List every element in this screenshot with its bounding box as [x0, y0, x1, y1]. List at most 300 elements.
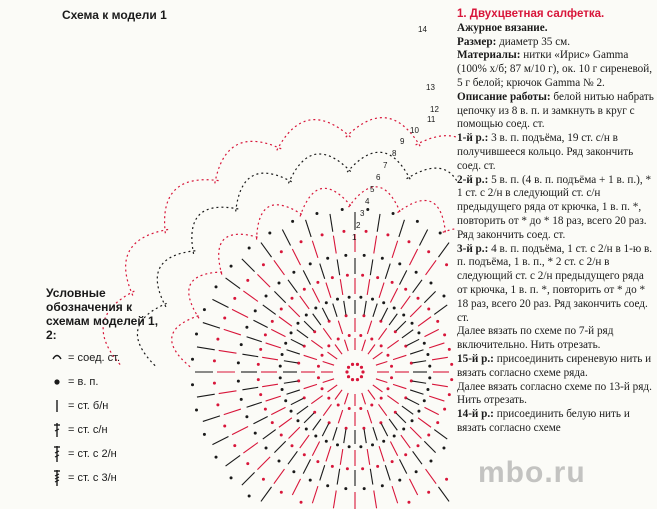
scallop-arc — [349, 187, 401, 214]
stitch-post — [257, 457, 270, 470]
chain-stitch — [443, 408, 446, 411]
size-paragraph — [457, 36, 655, 50]
row15-value: присоединить сиреневую нить и вязать согласно схеме ряда. — [457, 352, 652, 379]
stitch-post — [243, 291, 258, 302]
scallop-arc — [288, 154, 351, 183]
chain-stitch — [404, 288, 407, 291]
legend-label: = ст. с/н — [68, 424, 108, 436]
stitch-post — [335, 390, 342, 400]
stitch-post — [387, 340, 398, 348]
stitch-post — [288, 451, 297, 464]
stitch-post — [368, 390, 375, 400]
stitch-post — [312, 441, 319, 455]
stitch-post — [401, 296, 410, 309]
stitch-post — [288, 280, 297, 293]
legend-label: = соед. ст. — [68, 352, 121, 364]
stitch-post — [243, 443, 258, 454]
chain-stitch — [361, 274, 364, 277]
stitch-post — [274, 291, 285, 302]
chain-stitch — [191, 383, 194, 386]
chain-stitch — [317, 376, 320, 379]
chain-stitch — [300, 501, 303, 504]
stitch-post — [197, 347, 215, 350]
chain-stitch — [240, 398, 243, 401]
stitch-post — [312, 241, 318, 258]
stitch-post — [291, 398, 303, 404]
stitch-post — [390, 288, 397, 302]
chain-stitch — [246, 279, 249, 282]
chain-stitch — [331, 465, 334, 468]
stitch-post — [337, 469, 340, 485]
chain-stitch — [346, 467, 349, 470]
chain-stitch — [361, 467, 364, 470]
chain-stitch — [359, 407, 362, 410]
chain-stitch — [203, 433, 206, 436]
row3-value: 4 в. п. подъёма, 1 ст. с 2/н в 1-ю в. п. подъёма, 1 в. п., * 2 ст. с 2/н в следующий ст. с 2/н предыдущего ряда от крючка, 1 в. п. *, повторить от * до * 18 раз, всего 20 раз. Ряд закончить соед. ст. — [457, 242, 653, 324]
stitch-post — [284, 361, 298, 363]
stitch-post — [393, 384, 406, 388]
row-label: 7 — [383, 161, 388, 170]
chain-stitch — [417, 410, 420, 413]
stitch-post — [335, 344, 342, 354]
stitch-post — [401, 435, 410, 448]
chain-stitch — [371, 443, 374, 446]
stitch-post — [424, 407, 438, 414]
row2-value: 5 в. п. (4 в. п. подъёма + 1 в. п.), * 1 ст. с 2/н в следующий ст. с/н предыдущего ряда от крючка, 1 в. п. *, повторить от * до * 18 раз, всего 20 раз. Ряд закончить соед. ст. — [457, 173, 652, 241]
chain-stitch — [344, 487, 347, 490]
chain-stitch — [365, 230, 368, 233]
stitch-post — [287, 390, 300, 394]
stitch-post — [326, 283, 331, 298]
stitch-post — [410, 350, 423, 354]
stitch-post — [368, 344, 375, 354]
stitch-post — [262, 357, 278, 360]
chain-stitch — [381, 484, 384, 487]
chain-stitch — [213, 382, 216, 385]
chain-stitch — [325, 301, 328, 304]
chain-stitch — [281, 353, 284, 356]
chain-stitch — [265, 446, 268, 449]
stitch-post — [203, 323, 220, 329]
row3-paragraph — [457, 243, 655, 326]
chain-stitch — [336, 298, 339, 301]
chain-stitch — [327, 397, 330, 400]
stitch-post — [242, 387, 258, 390]
stitch-post — [287, 350, 300, 354]
chain-stitch — [291, 444, 294, 447]
stitch-post — [292, 249, 300, 265]
chain-stitch — [280, 433, 283, 436]
stitch-post — [284, 381, 298, 383]
chain-stitch — [233, 297, 236, 300]
stitch-post — [412, 361, 426, 363]
chain-stitch — [370, 338, 373, 341]
stitch-post — [323, 328, 331, 339]
stitch-post — [426, 469, 437, 484]
stitch-post — [362, 393, 366, 404]
chain-stitch — [390, 365, 393, 368]
stitch-post — [327, 385, 337, 392]
chain-stitch — [402, 313, 405, 316]
chain-stitch — [391, 281, 394, 284]
chain-stitch — [279, 376, 282, 379]
chain-stitch — [290, 331, 293, 334]
materials-value: нитки «Ирис» Gamma (100% х/б; 87 м/10 г), ок. 10 г сиреневой, 5 г белой; крючок Gamma № 2. — [457, 49, 653, 89]
chain-stitch — [407, 501, 410, 504]
stitch-post — [376, 361, 387, 365]
stitch-post — [370, 469, 373, 485]
legend-label: = ст. б/н — [68, 400, 109, 412]
chain-stitch — [393, 307, 396, 310]
stitch-post — [364, 301, 366, 315]
chain-stitch — [262, 478, 265, 481]
stitch-post — [289, 306, 300, 317]
chain-stitch — [411, 419, 414, 422]
chain-stitch — [303, 453, 306, 456]
chain-stitch — [305, 428, 308, 431]
chain-stitch — [265, 295, 268, 298]
treble-crochet-icon — [46, 444, 68, 464]
continue-paragraph: Далее вязать по схеме по 7-й ряд включительно. Нить отрезать. — [457, 325, 614, 352]
row-label: 6 — [376, 173, 381, 182]
chain-stitch — [262, 263, 265, 266]
chain-stitch — [382, 301, 385, 304]
materials-label: Материалы: — [457, 49, 521, 62]
chain-stitch — [450, 378, 453, 381]
chain-stitch — [248, 247, 251, 250]
scallop-arc — [219, 234, 260, 274]
stitch-post — [338, 321, 342, 334]
stitch-post — [390, 441, 397, 455]
chain-stitch — [416, 220, 419, 223]
chain-stitch — [203, 308, 206, 311]
chain-stitch — [315, 212, 318, 215]
chain-stitch — [216, 338, 219, 341]
chain-stitch — [380, 344, 383, 347]
chain-stitch — [376, 276, 379, 279]
chain-stitch — [427, 433, 430, 436]
stitch-post — [279, 418, 292, 427]
scallop-arc — [407, 168, 457, 205]
stitch-post — [224, 409, 241, 415]
row-label: 13 — [426, 83, 435, 92]
row-labels — [352, 25, 439, 242]
stitch-post — [367, 449, 370, 465]
chain-stitch — [245, 415, 248, 418]
chain-stitch — [360, 366, 363, 369]
stitch-post — [367, 279, 370, 295]
legend-label: = в. п. — [68, 376, 99, 388]
scallop-arc — [346, 118, 420, 147]
chain-stitch — [296, 419, 299, 422]
pattern-instructions — [457, 8, 655, 436]
stitch-post — [232, 426, 248, 434]
stitch-post — [392, 486, 398, 503]
stitch-post — [373, 427, 377, 440]
chain-stitch — [404, 453, 407, 456]
scallop-arc — [443, 228, 457, 267]
stitch-post — [373, 385, 383, 392]
chain-stitch — [427, 308, 430, 311]
chain-stitch — [416, 444, 419, 447]
chain-stitch — [428, 376, 431, 379]
chain-stitch — [191, 358, 194, 361]
stitch-post — [274, 469, 285, 484]
chain-stitch — [284, 342, 287, 345]
row-label: 9 — [400, 137, 405, 146]
row-label: 3 — [360, 209, 365, 218]
continue2-paragraph: Далее вязать согласно схеме по 13-й ряд. Нить отрезать. — [457, 380, 652, 407]
stitch-post — [300, 296, 309, 309]
chain-stitch — [337, 403, 340, 406]
chain-stitch — [237, 361, 240, 364]
stitch-post — [424, 441, 435, 452]
stitch-post — [344, 429, 346, 443]
stitch-post — [304, 384, 317, 388]
stitch-post — [367, 410, 371, 423]
stitch-post — [333, 427, 337, 440]
chain-stitch — [436, 421, 439, 424]
chain-stitch — [215, 456, 218, 459]
stitch-post — [333, 304, 337, 317]
chain-stitch — [284, 399, 287, 402]
scallop-arc — [189, 272, 224, 318]
stitch-post — [330, 214, 333, 232]
chain-stitch — [325, 440, 328, 443]
stitch-post — [266, 396, 281, 401]
stitch-post — [410, 390, 423, 394]
scallop-arc — [416, 136, 457, 176]
chain-stitch — [391, 460, 394, 463]
chain-stitch — [314, 307, 317, 310]
chain-stitch — [291, 220, 294, 223]
stitch-post — [418, 317, 431, 326]
chain-stitch — [300, 240, 303, 243]
stitch-post — [312, 486, 318, 503]
chain-stitch — [348, 407, 351, 410]
stitch-post — [289, 427, 300, 438]
scallop-arc — [257, 205, 304, 240]
stitch-post — [312, 288, 319, 302]
stitch-post — [242, 354, 258, 357]
scallop-arc — [192, 207, 239, 254]
stitch-post — [413, 280, 422, 293]
chain-stitch — [417, 331, 420, 334]
stitch-post — [385, 465, 390, 480]
stitch-post — [438, 487, 449, 502]
chain-stitch — [363, 487, 366, 490]
chain-stitch — [429, 459, 432, 462]
stitch-post — [418, 418, 431, 427]
stitch-spokes — [195, 212, 449, 509]
stitch-post — [304, 355, 317, 359]
center-motif — [345, 363, 364, 381]
stitch-post — [247, 402, 262, 407]
chain-stitch — [445, 478, 448, 481]
double-treble-icon — [46, 468, 68, 488]
chain-stitch — [248, 494, 251, 497]
chain-stitch — [426, 388, 429, 391]
stitch-post — [226, 455, 241, 466]
chain-stitch — [237, 380, 240, 383]
stitch-post — [434, 305, 447, 314]
chain-stitch — [321, 387, 324, 390]
chain-stitch — [254, 432, 257, 435]
legend-item-treble-crochet — [46, 444, 164, 464]
stitch-post — [393, 355, 406, 359]
chain-stitch — [380, 397, 383, 400]
stitch-post — [389, 419, 397, 430]
chain-stitch — [371, 298, 374, 301]
chain-stitch — [336, 443, 339, 446]
stitch-post — [424, 329, 438, 336]
stitch-post — [344, 301, 346, 315]
chain-stitch — [415, 271, 418, 274]
chain-stitch — [426, 353, 429, 356]
chain-stitch — [348, 296, 351, 299]
chain-stitch — [429, 282, 432, 285]
pattern-title: 1. Двухцветная салфетка. — [457, 8, 605, 20]
row3-label: 3-й р.: — [457, 242, 489, 255]
stitch-post — [304, 413, 314, 423]
stitch-post — [374, 491, 377, 509]
double-crochet-icon — [46, 420, 68, 440]
size-label: Размер: — [457, 35, 497, 48]
diagram-title: Схема к модели 1 — [62, 8, 167, 22]
chain-stitch — [281, 388, 284, 391]
chain-stitch — [363, 254, 366, 257]
stitch-post — [303, 459, 310, 473]
chain-stitch — [279, 365, 282, 368]
row1-value: 3 в. п. подъёма, 19 ст. с/н в получившееся кольцо. Ряд закончить соед. ст. — [457, 132, 634, 172]
chain-stitch — [415, 470, 418, 473]
stitch-post — [399, 270, 406, 284]
stitch-post — [385, 264, 390, 279]
stitch-post — [392, 241, 398, 258]
stitch-post — [297, 330, 308, 338]
chain-stitch — [254, 309, 257, 312]
stitch-post — [402, 406, 413, 414]
chain-stitch — [450, 363, 453, 366]
legend-title: Условные обозначения к схемам моделей 1, 2: — [46, 286, 159, 342]
stitch-post — [224, 329, 241, 335]
chain-stitch — [359, 445, 362, 448]
chain-stitch — [264, 333, 267, 336]
stitch-post — [261, 487, 272, 502]
stitch-post — [424, 291, 435, 302]
stitch-post — [381, 424, 387, 436]
stitch-post — [364, 429, 366, 443]
stitch-post — [338, 410, 342, 423]
chain-stitch — [341, 208, 344, 211]
chain-stitch — [264, 408, 267, 411]
stitch-post — [409, 249, 417, 265]
chain-stitch — [346, 274, 349, 277]
stitch-post — [399, 220, 405, 237]
stitch-post — [429, 396, 444, 401]
stitch-post — [412, 381, 426, 383]
chain-stitch — [392, 212, 395, 215]
chain-stitch — [305, 313, 308, 316]
stitch-post — [377, 214, 380, 232]
row15-label: 15-й р.: — [457, 352, 494, 365]
stitch-post — [303, 270, 310, 284]
stitch-post — [333, 236, 336, 254]
stitch-post — [322, 424, 328, 436]
chain-stitch — [259, 393, 262, 396]
chain-stitch — [390, 376, 393, 379]
chain-stitch — [216, 403, 219, 406]
chain-stitch — [327, 344, 330, 347]
chain-stitch — [271, 320, 274, 323]
stitch-post — [263, 430, 276, 439]
stitch-post — [337, 259, 340, 275]
chain-stitch — [407, 240, 410, 243]
chain-stitch — [423, 399, 426, 402]
chain-stitch — [366, 208, 369, 211]
chain-stitch — [195, 332, 198, 335]
chain-stitch — [292, 271, 295, 274]
chain-stitch — [423, 342, 426, 345]
stitch-post — [262, 384, 278, 387]
stitch-post — [434, 430, 447, 439]
chain-stitch-icon — [46, 372, 68, 392]
stitch-post — [429, 343, 444, 348]
chain-stitch — [303, 288, 306, 291]
chain-stitch — [386, 354, 389, 357]
chain-stitch — [316, 281, 319, 284]
chain-stitch — [448, 348, 451, 351]
chain-stitch — [442, 446, 445, 449]
stitch-post — [313, 314, 321, 325]
stitch-post — [261, 243, 272, 258]
stitch-post — [379, 283, 384, 298]
chain-stitch — [402, 428, 405, 431]
stitch-post — [242, 472, 255, 485]
stitch-post — [340, 449, 343, 465]
chain-stitch — [356, 363, 359, 366]
chain-stitch — [351, 363, 354, 366]
stitch-post — [292, 479, 300, 495]
chain-stitch — [245, 326, 248, 329]
stitch-post — [266, 343, 281, 348]
chain-stitch — [360, 375, 363, 378]
stitch-post — [271, 407, 285, 414]
chain-stitch — [348, 445, 351, 448]
row-label: 1 — [352, 233, 357, 242]
stitch-post — [257, 274, 270, 287]
row2-paragraph — [457, 174, 655, 243]
chain-stitch — [230, 476, 233, 479]
chain-stitch — [314, 434, 317, 437]
chain-stitch — [291, 297, 294, 300]
row-label: 14 — [418, 25, 427, 34]
chain-stitch — [271, 421, 274, 424]
scallop-arc — [398, 200, 446, 234]
row15-paragraph — [457, 353, 655, 381]
chain-stitch — [445, 263, 448, 266]
stitch-post — [370, 259, 373, 275]
chain-stitch — [428, 365, 431, 368]
stitch-post — [271, 329, 285, 336]
row-label: 8 — [392, 149, 397, 158]
stitch-post — [320, 465, 325, 480]
chain-stitch — [443, 333, 446, 336]
chain-stitch — [381, 257, 384, 260]
chain-stitch — [386, 387, 389, 390]
chain-stitch — [448, 393, 451, 396]
chain-stitch — [321, 233, 324, 236]
